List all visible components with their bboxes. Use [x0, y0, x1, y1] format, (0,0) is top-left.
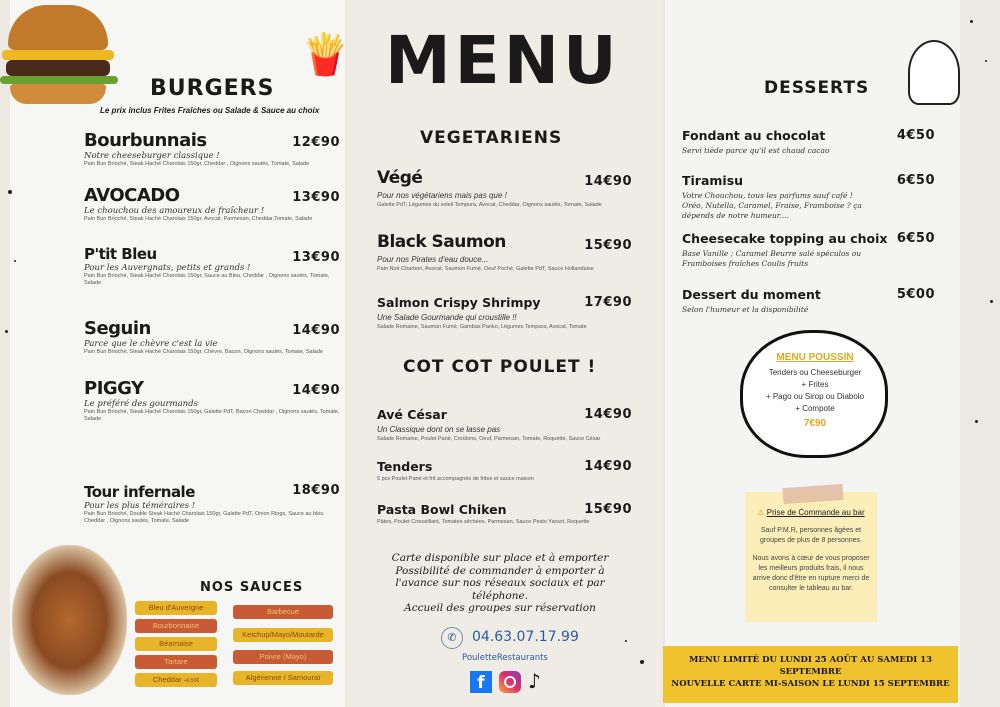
burger-ingredients: Pain Bun Brioché, Steak Haché Charolais 150gr, Galette PdT, Bacon Cheddar , Oignons sautés, Tomate, Salade [84, 409, 340, 422]
phone-icon: ✆ [441, 627, 463, 649]
dessert-price: 4€50 [896, 128, 935, 143]
sauce-label: Béarnaise [159, 639, 193, 648]
facebook-icon[interactable]: f [470, 671, 492, 693]
poulet-ingredients: Pâtes, Poulet Croustillant, Tomates séchées, Parmesan, Sauce Pesto Yaourt, Roquette [377, 519, 590, 525]
burger-item [84, 245, 340, 287]
dessert-desc: Servi tiède parce qu'il est chaud cacao [682, 146, 830, 155]
sauce-label: Tartare [164, 657, 188, 666]
poulet-price: 15€90 [584, 502, 632, 517]
poulet-ingredients: 5 pcs Poulet Pané et frit accompagnés de frites et sauce maison [377, 476, 534, 482]
burger-photo [0, 5, 120, 110]
fries-icon: 🍟 [300, 32, 350, 78]
burger-price: 18€90 [292, 483, 340, 498]
tiktok-icon[interactable]: ♪ [528, 669, 541, 693]
dates-banner [663, 646, 958, 703]
burger-name: Bourbunnais [84, 130, 207, 151]
dessert-desc: Base Vanille ; Caramel Beurre salé spéculos ou Framboises fraîches Coulis fruits [682, 249, 862, 268]
vegetariens-name: Black Saumon [377, 232, 506, 252]
sauces-heading: NOS SAUCES [200, 580, 304, 595]
sauce-tag [233, 628, 333, 642]
burger-name: Tour infernale [84, 483, 195, 501]
poulet-ingredients: Salade Romaine, Poulet Pané, Croûtons, Oeuf, Parmesan, Tomate, Roquette, Sauce César [377, 436, 601, 442]
burger-ingredients: Pain Bun Brioché, Steak Haché Charolais 150gr, Avocat, Parmesan, Cheddar,Tomate, Salade [84, 216, 313, 222]
vegetariens-item [377, 232, 632, 273]
instagram-icon[interactable] [499, 671, 521, 693]
poulet-item [377, 459, 632, 483]
vegetariens-tagline: Pour nos végétariens mais pas que ! [377, 191, 507, 200]
sauce-tag [135, 619, 217, 633]
poussin-price: 7€90 [803, 418, 827, 429]
burger-price: 13€90 [292, 190, 340, 205]
social-handle: PouletteRestaurants [462, 653, 548, 663]
burger-tagline: Le préféré des gourmands [84, 399, 198, 409]
dessert-item [682, 173, 935, 221]
poulet-price: 14€90 [584, 407, 632, 422]
dessert-desc: Selon l'humeur et la disponibilité [682, 305, 809, 314]
poulet-price: 14€90 [584, 459, 632, 474]
poulet-name: Avé César [377, 407, 447, 422]
poussin-line: + Compote [795, 404, 835, 413]
burgers-note: Le prix inclus Frites Fraîches ou Salade & Sauce au choix [100, 106, 320, 115]
banner-line2: NOUVELLE CARTE MI-SAISON LE LUNDI 15 SEPTEMBRE [671, 679, 950, 689]
sauce-tag [135, 601, 217, 615]
burger-item [84, 185, 340, 223]
info-line: Possibilité de commander à emporter à l'avance sur nos réseaux sociaux et par téléphone. [395, 564, 605, 602]
sauce-label: Bourbonnaise [152, 621, 200, 630]
burger-item [84, 378, 340, 423]
sauce-tag [233, 650, 333, 664]
menu-title: MENU [385, 22, 621, 99]
dessert-name: Tiramisu [682, 173, 744, 188]
burger-name: Seguin [84, 318, 151, 339]
sauce-label: Ketchup/Mayo/Moutarde [242, 630, 324, 639]
vegetariens-ingredients: Galette PdT, Légumes du soleil Tempura, Avocat, Cheddar, Oignons sautés, Tomate, Salade [377, 202, 602, 208]
warning-icon: ⚠ [757, 508, 767, 517]
banner-line1: MENU LIMITÉ DU LUNDI 25 AOÛT AU SAMEDI 13 SEPTEMBRE [688, 655, 933, 677]
poussin-line: Tenders ou Cheeseburger [768, 368, 862, 377]
sauce-tag [135, 637, 217, 651]
burger-price: 14€90 [292, 383, 340, 398]
notice-card [745, 492, 877, 622]
burger-name: P'tit Bleu [84, 245, 157, 263]
burgers-heading: BURGERS [150, 76, 275, 101]
burger-tagline: Pour les plus téméraires ! [84, 501, 196, 511]
vegetariens-ingredients: Salade Romaine, Saumon Fumé, Gambas Panko, Légumes Tempura, Avocat, Tomate [377, 324, 587, 330]
burger-item [84, 443, 340, 525]
vegetariens-tagline: Pour nos Pirates d'eau douce... [377, 255, 489, 264]
sauces-burger-photo [12, 545, 127, 695]
burger-ingredients: Pain Bun Brioché, Steak Haché Charolais 150gr, Sauce au Bleu, Cheddar , Oignons sautés, Tomate, Salade [84, 273, 330, 286]
sauce-label: Cheddar [152, 675, 182, 684]
burger-price: 14€90 [292, 323, 340, 338]
burger-tagline: Notre cheeseburger classique ! [84, 151, 220, 161]
sauce-label: Poivre (Mayo) [259, 652, 307, 661]
dessert-item [682, 287, 935, 315]
dessert-name: Fondant au chocolat [682, 128, 826, 143]
dessert-name: Cheesecake topping au choix [682, 231, 888, 246]
notice-title-row [751, 508, 871, 518]
dessert-item [682, 231, 935, 269]
poulet-tagline: Un Classique dont on se lasse pas [377, 425, 501, 434]
vegetariens-price: 17€90 [584, 295, 632, 310]
phone-number[interactable]: 04.63.07.17.99 [472, 629, 579, 645]
sauce-label: Barbecue [266, 607, 300, 616]
info-line: Accueil des groupes sur réservation [404, 602, 596, 614]
poulet-name: Tenders [377, 459, 433, 474]
burger-item [84, 130, 340, 168]
desserts-heading: DESSERTS [764, 78, 870, 98]
poussin-title: MENU POUSSIN [776, 352, 854, 363]
vegetariens-name: Végé [377, 168, 423, 188]
burger-price: 12€90 [292, 135, 340, 150]
dessert-price: 5€00 [896, 287, 935, 302]
poulet-name: Pasta Bowl Chiken [377, 502, 507, 517]
ice-cream-icon [908, 40, 960, 105]
sauce-extra: +0,50€ [183, 678, 200, 684]
sauce-tag [233, 671, 333, 685]
info-line: Carte disponible sur place et à emporter [391, 552, 609, 564]
vegetariens-tagline: Une Salade Gourmande qui croustille !! [377, 313, 517, 322]
burger-price: 13€90 [292, 250, 340, 265]
notice-title: Prise de Commande au bar [766, 508, 865, 517]
info-text [380, 552, 620, 615]
poussin-menu [748, 352, 882, 430]
sauce-tag [135, 673, 217, 687]
vegetariens-price: 15€90 [584, 238, 632, 253]
sauce-tag [233, 605, 333, 619]
vegetariens-ingredients: Pain Noir Charbon, Avocat, Saumon Fumé, Oeuf Poché, Galette PdT, Sauce Hollandaise [377, 266, 594, 272]
burger-ingredients: Pain Bun Brioché, Steak Haché Charolais 150gr, Cheddar , Oignons sautés, Tomate, Salade [84, 161, 310, 167]
poulet-item [377, 502, 632, 526]
vegetariens-price: 14€90 [584, 174, 632, 189]
sauce-tag [135, 655, 217, 669]
vegetariens-heading: VEGETARIENS [420, 128, 563, 148]
burger-name: PIGGY [84, 378, 144, 399]
burger-ingredients: Pain Bun Brioché, Double Steak Haché Charolais 150gr, Galette PdT, Onion Rings, Sauce au bleu Cheddar , Oignons sautés, Tomate, Salade [84, 511, 324, 524]
burger-ingredients: Pain Bun Brioché, Steak Haché Charolais 150gr, Chèvre, Bacon, Oignons sautés, Tomate, Salade [84, 349, 323, 355]
notice-p2: Nous avons à cœur de vous proposer les meilleurs produits frais, il nous arrive donc d'être en rupture merci de consulter le tableau au bar. [752, 555, 870, 592]
sauce-label: Algérienne / Samouraï [245, 673, 321, 682]
vegetariens-item [377, 295, 632, 331]
notice-p1: Sauf P.M.R, personnes âgées et groupes de plus de 8 personnes. [760, 527, 862, 544]
poussin-line: + Pago ou Sirop ou Diabolo [765, 392, 865, 401]
vegetariens-item [377, 168, 632, 209]
dessert-name: Dessert du moment [682, 287, 821, 302]
poulet-heading: COT COT POULET ! [403, 357, 597, 377]
burger-tagline: Le chouchou des amoureux de fraîcheur ! [84, 206, 265, 216]
sauce-label: Bleu d'Auvergne [148, 603, 204, 612]
poulet-item [377, 407, 632, 443]
dessert-price: 6€50 [896, 231, 935, 246]
burger-item [84, 318, 340, 356]
dessert-item [682, 128, 935, 156]
dessert-desc: Votre Chouchou, tous les parfums sauf café ! Oréo, Nutella, Caramel, Fraise, Framboise ? ça dépends de notre humeur.... [682, 191, 862, 220]
burger-tagline: Pour les Auvergnats, petits et grands ! [84, 263, 251, 273]
dessert-price: 6€50 [896, 173, 935, 188]
vegetariens-name: Salmon Crispy Shrimpy [377, 295, 541, 310]
poussin-line: + Frites [801, 380, 829, 389]
burger-name: AVOCADO [84, 185, 180, 206]
burger-tagline: Parce que le chèvre c'est la vie [84, 339, 218, 349]
